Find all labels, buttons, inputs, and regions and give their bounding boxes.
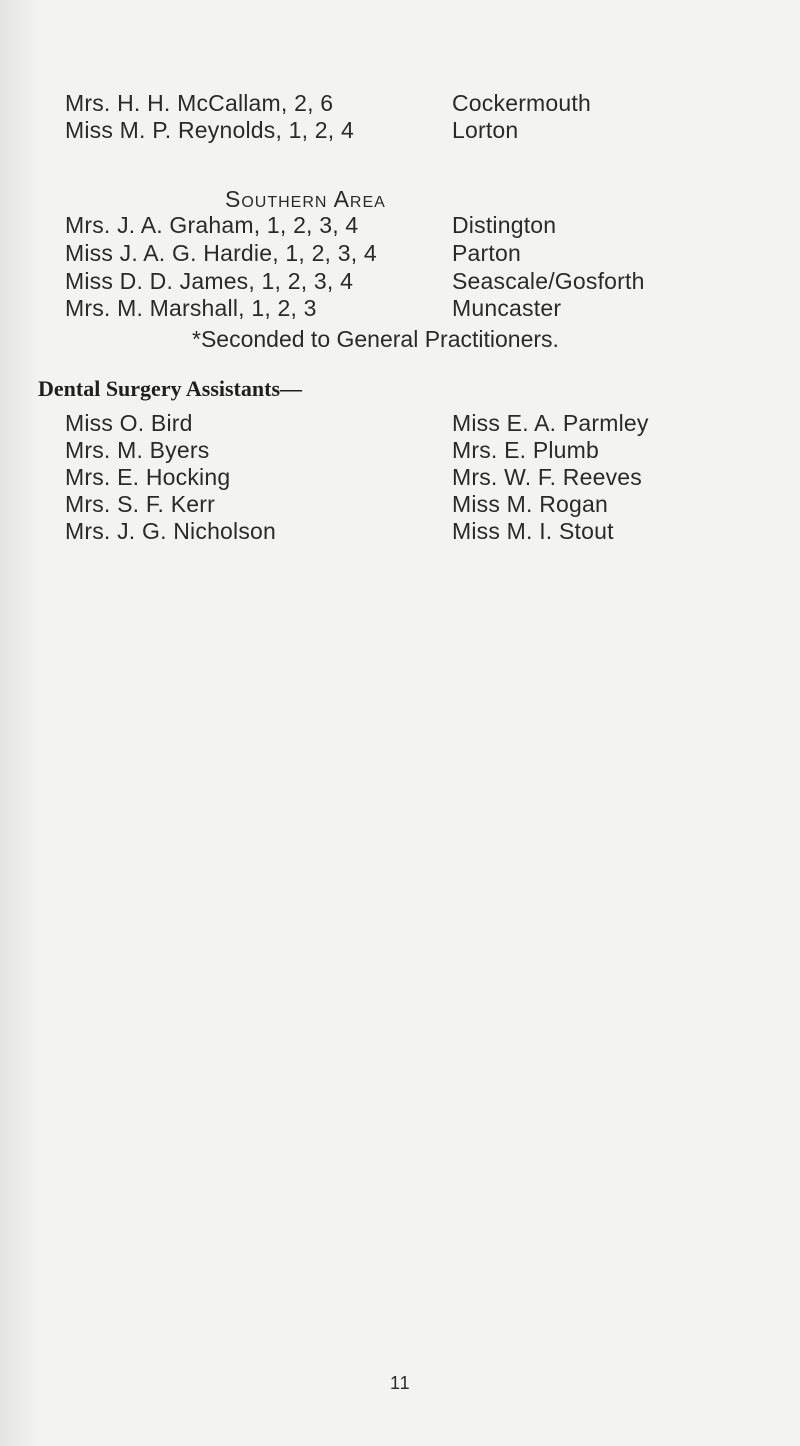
staff-entry-name: Miss M. P. Reynolds, 1, 2, 4: [65, 117, 354, 143]
dental-assistant-left: Miss O. Bird: [65, 410, 193, 436]
dental-assistant-right: Mrs. E. Plumb: [452, 437, 600, 463]
staff-entry-name: Mrs. H. H. McCallam, 2, 6: [65, 90, 334, 116]
dental-assistant-left: Mrs. S. F. Kerr: [65, 491, 215, 517]
dental-surgery-title: Dental Surgery Assistants—: [38, 376, 303, 401]
dental-assistant-right: Miss M. I. Stout: [452, 518, 614, 544]
dental-assistant-left: Mrs. E. Hocking: [65, 464, 231, 490]
dental-assistant-right: Mrs. W. F. Reeves: [452, 464, 642, 490]
footnote: *Seconded to General Practitioners.: [192, 326, 559, 352]
staff-entry-place: Distington: [452, 212, 557, 238]
staff-entry-place: Seascale/Gosforth: [452, 268, 645, 294]
staff-entry-name: Mrs. M. Marshall, 1, 2, 3: [65, 295, 317, 321]
dental-assistant-left: Mrs. J. G. Nicholson: [65, 518, 277, 544]
dental-assistant-right: Miss E. A. Parmley: [452, 410, 649, 436]
page-number: 11: [390, 1373, 411, 1393]
staff-entry-place: Cockermouth: [452, 90, 591, 116]
staff-entry-place: Muncaster: [452, 295, 562, 321]
southern-area-heading-text: Southern Area: [225, 186, 386, 212]
staff-entry-name: Miss D. D. James, 1, 2, 3, 4: [65, 268, 354, 294]
staff-entry-place: Parton: [452, 240, 521, 266]
dental-assistant-right: Miss M. Rogan: [452, 491, 608, 517]
dental-assistant-left: Mrs. M. Byers: [65, 437, 210, 463]
staff-entry-name: Mrs. J. A. Graham, 1, 2, 3, 4: [65, 212, 359, 238]
staff-entry-name: Miss J. A. G. Hardie, 1, 2, 3, 4: [65, 240, 377, 266]
staff-entry-place: Lorton: [452, 117, 519, 143]
